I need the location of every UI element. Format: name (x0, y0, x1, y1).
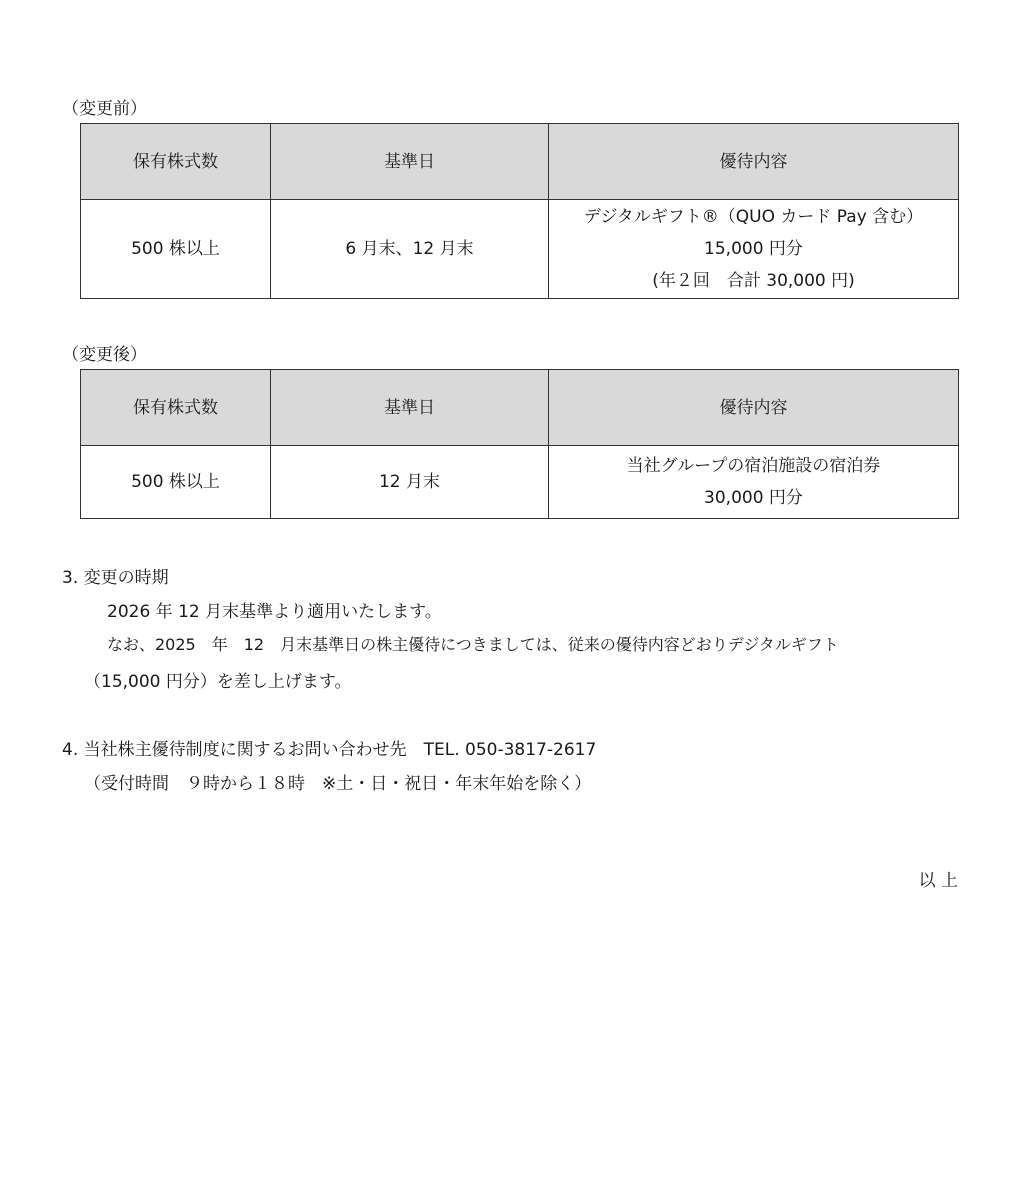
closing-text: 以 上 (918, 871, 958, 891)
benefit-line: 当社グループの宿泊施設の宿泊券 (626, 456, 881, 476)
benefit-line: (年２回 合計 30,000 円) (652, 271, 855, 291)
section3-line2: なお、2025 年 12 月末基準日の株主優待につきましては、従来の優待内容どおりデジタルギフト (107, 635, 839, 654)
header-benefit: 優待内容 (549, 370, 959, 446)
benefit-line: 30,000 円分 (704, 488, 803, 508)
before-heading: （変更前） (62, 99, 147, 119)
table-header-row (81, 370, 959, 446)
cell-record-date: 12 月末 (271, 446, 549, 519)
cell-benefit (549, 446, 959, 519)
section3-line1: 2026 年 12 月末基準より適用いたします。 (107, 602, 442, 622)
table-row (81, 446, 959, 519)
benefit-line: デジタルギフト®（QUO カード Pay 含む） (583, 207, 924, 227)
table-row (81, 200, 959, 299)
section3-line3: （15,000 円分）を差し上げます。 (84, 672, 352, 692)
after-heading: （変更後） (62, 345, 147, 365)
header-shares: 保有株式数 (81, 370, 271, 446)
after-table (80, 369, 959, 519)
header-benefit: 優待内容 (549, 124, 959, 200)
before-table (80, 123, 959, 299)
section3-title: 3. 変更の時期 (62, 568, 169, 588)
section4-title: 4. 当社株主優待制度に関するお問い合わせ先 TEL. 050-3817-2617 (62, 740, 597, 760)
table-header-row (81, 124, 959, 200)
header-shares: 保有株式数 (81, 124, 271, 200)
cell-shares: 500 株以上 (81, 200, 271, 299)
section4-hours: （受付時間 ９時から１８時 ※土・日・祝日・年末年始を除く） (84, 774, 592, 794)
benefit-line: 15,000 円分 (704, 239, 803, 259)
cell-record-date: 6 月末、12 月末 (271, 200, 549, 299)
cell-shares: 500 株以上 (81, 446, 271, 519)
header-record-date: 基準日 (271, 370, 549, 446)
cell-benefit (549, 200, 959, 299)
header-record-date: 基準日 (271, 124, 549, 200)
